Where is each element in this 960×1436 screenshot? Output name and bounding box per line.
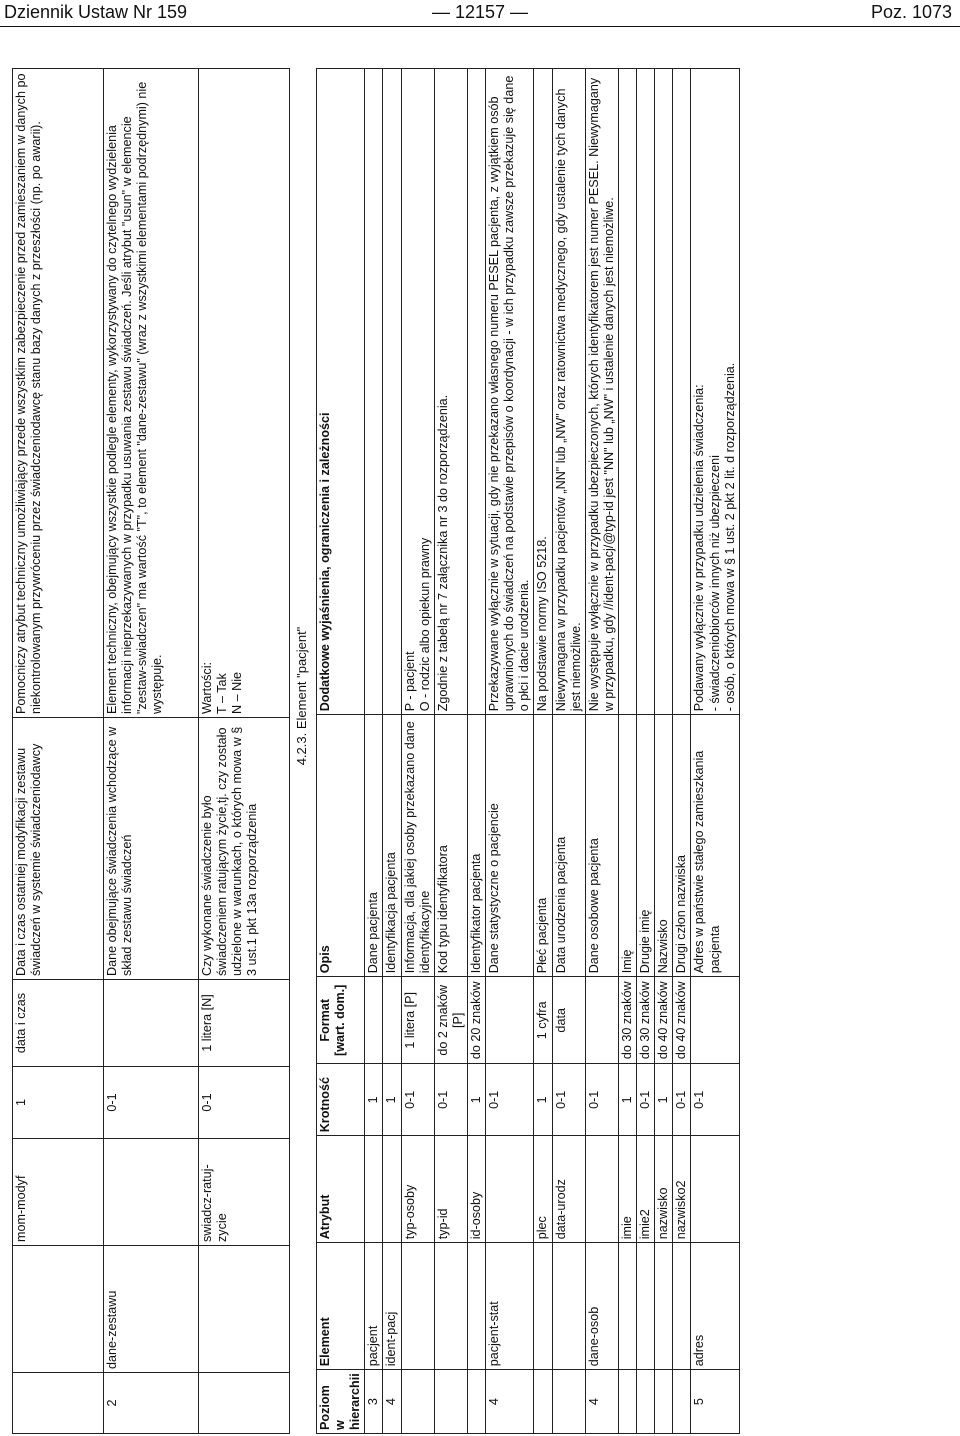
cell-element (467, 1243, 485, 1370)
cell-multiplicity: 0-1 (486, 1064, 534, 1136)
cell-description: Data urodzenia pacjenta (552, 715, 585, 977)
cell-multiplicity: 1 (467, 1064, 485, 1136)
cell-multiplicity: 1 (655, 1064, 673, 1136)
table-row (585, 69, 618, 1434)
cell-multiplicity: 0-1 (673, 1064, 691, 1136)
cell-description: Dane obejmujące świadczenia wchodzące w skład zestawu świadczeń (104, 718, 199, 980)
cell-element: dane-zestawu (104, 1246, 199, 1373)
cell-element (534, 1243, 552, 1370)
cell-element (655, 1243, 673, 1370)
position-number: Poz. 1073 (870, 2, 952, 22)
cell-description: Drugie imię (637, 715, 655, 977)
cell-format: 1 litera [P] (401, 977, 434, 1064)
cell-level (673, 1370, 691, 1434)
continuation-table (12, 68, 290, 1434)
cell-element: ident-pacj (383, 1243, 401, 1370)
cell-format (383, 977, 401, 1064)
cell-description: Identyfikator pacjenta (467, 715, 485, 977)
cell-level: 5 (691, 1370, 739, 1434)
table-row (691, 69, 739, 1434)
cell-notes (655, 69, 673, 715)
journal-title: Dziennik Ustaw Nr 159 (4, 2, 188, 22)
table-header-row (317, 69, 365, 1434)
header-format-top: Format (318, 998, 332, 1042)
cell-level: 4 (383, 1370, 401, 1434)
table-row (13, 69, 104, 1434)
cell-notes: Zgodnie z tabelą nr 7 załącznika nr 3 do rozporządzenia. (434, 69, 467, 715)
cell-element (673, 1243, 691, 1370)
cell-attribute (383, 1136, 401, 1243)
header-attribute: Atrybut (317, 1136, 365, 1243)
cell-level (655, 1370, 673, 1434)
table-row (104, 69, 199, 1434)
cell-notes (637, 69, 655, 715)
cell-format (585, 977, 618, 1064)
cell-format: data i czas (13, 980, 104, 1067)
cell-notes (199, 69, 290, 718)
cell-attribute: imie2 (637, 1136, 655, 1243)
cell-multiplicity: 0-1 (434, 1064, 467, 1136)
cell-level (13, 1373, 104, 1434)
table-row (486, 69, 534, 1434)
cell-multiplicity: 0-1 (104, 1067, 199, 1139)
cell-format (365, 977, 383, 1064)
cell-element (552, 1243, 585, 1370)
cell-notes (467, 69, 485, 715)
cell-attribute: data-urodz (552, 1136, 585, 1243)
cell-attribute: id-osoby (467, 1136, 485, 1243)
cell-format: do 20 znaków (467, 977, 485, 1064)
cell-attribute: nazwisko (655, 1136, 673, 1243)
cell-description: Nazwisko (655, 715, 673, 977)
cell-level (467, 1370, 485, 1434)
cell-attribute (691, 1136, 739, 1243)
cell-description: Dane osobowe pacjenta (585, 715, 618, 977)
patient-table-body (365, 69, 739, 1434)
cell-attribute: typ-osoby (401, 1136, 434, 1243)
page-header (0, 0, 960, 28)
cell-description: Czy wykonane świadczenie było świadczeniem ratującym życie,tj. czy zostało udzielone w warunkach, o których mowa w § 3 ust.1 pkt 13a rozporządzenia (199, 718, 290, 980)
table-row (637, 69, 655, 1434)
table-row (383, 69, 401, 1434)
cell-format: data (552, 977, 585, 1064)
cell-element: adres (691, 1243, 739, 1370)
cell-description: Data i czas ostatniej modyfikacji zestawu świadczeń w systemie świadczeniodawcy (13, 718, 104, 980)
cell-element: pacjent-stat (486, 1243, 534, 1370)
header-level: Poziom w hierarchii (317, 1370, 365, 1434)
patient-table (316, 68, 740, 1434)
cell-description: Imię (618, 715, 636, 977)
cell-multiplicity: 0-1 (552, 1064, 585, 1136)
header-multiplicity: Krotność (317, 1064, 365, 1136)
table-row (618, 69, 636, 1434)
header-notes: Dodatkowe wyjaśnienia, ograniczenia i zależności (317, 69, 365, 715)
cell-multiplicity: 0-1 (691, 1064, 739, 1136)
header-format-bottom: [wart. dom.] (333, 984, 348, 1056)
cell-description: Drugi człon nazwiska (673, 715, 691, 977)
cell-level (618, 1370, 636, 1434)
cell-format: do 30 znaków (637, 977, 655, 1064)
cell-attribute: nazwisko2 (673, 1136, 691, 1243)
cell-description: Dane statystyczne o pacjencie (486, 715, 534, 977)
cell-format: do 40 znaków (655, 977, 673, 1064)
cell-description: Kod typu identyfikatora (434, 715, 467, 977)
cell-multiplicity: 0-1 (637, 1064, 655, 1136)
cell-level (401, 1370, 434, 1434)
cell-multiplicity: 1 (383, 1064, 401, 1136)
table-row (655, 69, 673, 1434)
rotated-content (12, 68, 912, 1434)
cell-element (401, 1243, 434, 1370)
cell-element (199, 1246, 290, 1373)
table-row (365, 69, 383, 1434)
cell-element: dane-osob (585, 1243, 618, 1370)
cell-level: 4 (486, 1370, 534, 1434)
cell-format (691, 977, 739, 1064)
cell-element (434, 1243, 467, 1370)
cell-notes: Niewymagana w przypadku pacjentów „NN" lub „NW" oraz ratownictwa medycznego, gdy ustalenie tych danych jest niemożliwe. (552, 69, 585, 715)
cell-format: do 30 znaków (618, 977, 636, 1064)
cell-notes (618, 69, 636, 715)
section-caption: 4.2.3. Element "pacjent" (294, 626, 309, 766)
cell-attribute: typ-id (434, 1136, 467, 1243)
cell-level (637, 1370, 655, 1434)
cell-format: 1 cyfra (534, 977, 552, 1064)
notes-line: N – Nie (230, 672, 245, 714)
cell-format: do 2 znaków [P] (434, 977, 467, 1064)
cell-attribute (104, 1139, 199, 1246)
cell-description: Identyfikacja pacjenta (383, 715, 401, 977)
cell-element (13, 1246, 104, 1373)
cell-notes (383, 69, 401, 715)
cell-level (552, 1370, 585, 1434)
table-row (401, 69, 434, 1434)
header-description: Opis (317, 715, 365, 977)
cell-multiplicity: 1 (534, 1064, 552, 1136)
cell-notes: Podawany wyłącznie w przypadku udzielenia świadczenia: - świadczeniobiorców innych niż ubezpieczeni - osób, o których mowa w § 1 ust. 2 pkt 2 lit. d rozporządzenia. (691, 69, 739, 715)
cell-element (618, 1243, 636, 1370)
cell-level (199, 1373, 290, 1434)
cell-multiplicity: 0-1 (585, 1064, 618, 1136)
cell-notes (365, 69, 383, 715)
cell-description: Adres w państwie stałego zamieszkania pacjenta (691, 715, 739, 977)
cell-description: Informacja, dla jakiej osoby przekazano dane identyfikacyjne (401, 715, 434, 977)
cell-multiplicity: 1 (365, 1064, 383, 1136)
header-element: Element (317, 1243, 365, 1370)
cell-attribute (585, 1136, 618, 1243)
notes-line: Wartości: (200, 661, 214, 714)
cell-attribute: imie (618, 1136, 636, 1243)
cell-description: Dane pacjenta (365, 715, 383, 977)
cell-attribute: swiadcz-ratuj-zycie (199, 1139, 290, 1246)
cell-notes: P - pacjent O - rodzic albo opiekun prawny (401, 69, 434, 715)
cell-notes (673, 69, 691, 715)
table-row (467, 69, 485, 1434)
cell-attribute (365, 1136, 383, 1243)
cell-level: 4 (585, 1370, 618, 1434)
table-row (199, 69, 290, 1434)
cell-description: Płeć pacjenta (534, 715, 552, 977)
cell-element: pacjent (365, 1243, 383, 1370)
cell-notes: Element techniczny, obejmujący wszystkie podlegle elementy, wykorzystywany do czytelnego wydzielenia informacji nieprzekazywanych w przypadku usuwania zestawu świadczeń. Jeśli atrybut "usun" w elemencie "zestaw-swiadczen" ma wartość "T", to element "dane-zestawu" (wraz z wszystkimi elementami podrzędnymi) nie występuje. (104, 69, 199, 718)
cell-notes: Przekazywane wyłącznie w sytuacji, gdy nie przekazano własnego numeru PESEL pacjenta, z wyjątkiem osób uprawnionych do świadczeń na podstawie przepisów o koordynacji - w ich przypadku zawsze przekazuje się dane o płci i dacie urodzenia. (486, 69, 534, 715)
page-number: — 12157 — (431, 2, 529, 22)
cell-format (104, 980, 199, 1067)
cell-multiplicity: 0-1 (401, 1064, 434, 1136)
cell-level (534, 1370, 552, 1434)
table-row (434, 69, 467, 1434)
table-row (673, 69, 691, 1434)
header-format (317, 977, 365, 1064)
table-row (552, 69, 585, 1434)
cell-multiplicity: 1 (618, 1064, 636, 1136)
cell-level (434, 1370, 467, 1434)
cell-format: 1 litera [N] (199, 980, 290, 1067)
cell-element (637, 1243, 655, 1370)
notes-line: T – Tak (215, 673, 230, 714)
cell-format (486, 977, 534, 1064)
cell-level: 3 (365, 1370, 383, 1434)
cell-attribute (486, 1136, 534, 1243)
cell-attribute: plec (534, 1136, 552, 1243)
cell-notes: Nie występuje wyłącznie w przypadku ubezpieczonych, których identyfikatorem jest numer PESEL. Niewymagany w przypadku, gdy //ident-pacj/@typ-id jest "NN" lub „NW" i ustalenie danych jest niemożliwe. (585, 69, 618, 715)
cell-notes: Na podstawie normy ISO 5218. (534, 69, 552, 715)
cell-format: do 40 znaków (673, 977, 691, 1064)
cell-attribute: mom-modyf (13, 1139, 104, 1246)
cell-multiplicity: 1 (13, 1067, 104, 1139)
cell-level: 2 (104, 1373, 199, 1434)
cell-notes: Pomocniczy atrybut techniczny umożliwiający przede wszystkim zabezpieczenie przed zamieszaniem w danych po niekontrolowanym przywróceniu przez świadczeniodawcę stanu bazy danych z przeszłości (np. po awarii). (13, 69, 104, 718)
cell-multiplicity: 0-1 (199, 1067, 290, 1139)
header-rule (0, 26, 960, 27)
table-row (534, 69, 552, 1434)
